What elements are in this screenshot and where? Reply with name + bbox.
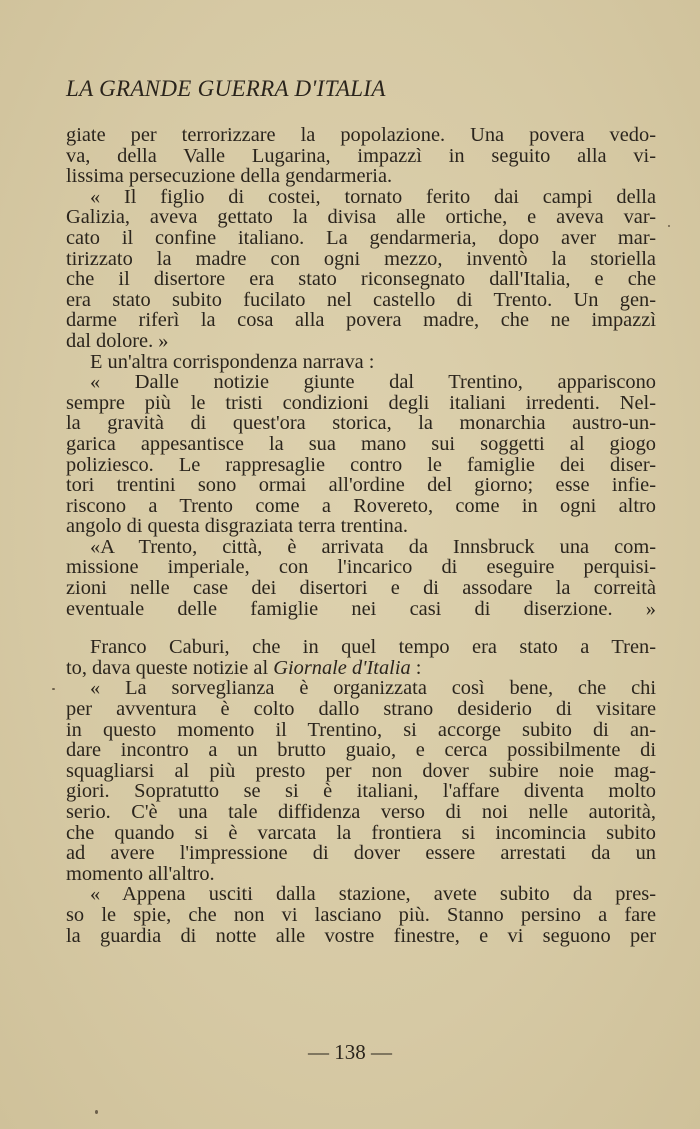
text-run: : (410, 656, 422, 679)
section-gap (66, 619, 656, 637)
paper-speck (52, 688, 55, 690)
text-line: Franco Caburi, che in quel tempo era stato a Tren- (90, 636, 656, 659)
body-text (66, 125, 656, 946)
text-line: dare incontro a un brutto guaio, e cerca possibilmente di (66, 739, 656, 762)
text-line: eventuale delle famiglie nei casi di diserzione. » (66, 597, 656, 620)
text-line: Galizia, aveva gettato la divisa alle ortiche, e aveva var- (66, 206, 656, 229)
text-run: to, dava queste notizie al (66, 656, 274, 679)
text-line: serio. C'è una tale diffidenza verso di noi nelle autorità, (66, 801, 656, 823)
text-line: zioni nelle case dei disertori e di assodare la correità (66, 577, 656, 600)
paper-speck (95, 1110, 98, 1114)
text-line: garica appesantisce la sua mano sui soggetti al giogo (66, 432, 656, 455)
text-line: missione imperiale, con l'incarico di eseguire perquisi- (66, 556, 656, 579)
text-line: la gravità di quest'ora storica, la monarchia austro-un- (66, 412, 656, 435)
text-line: che il disertore era stato riconsegnato dall'Italia, e che (66, 268, 656, 291)
text-line: sempre più le tristi condizioni degli italiani irredenti. Nel- (66, 391, 656, 414)
paragraph (66, 352, 656, 373)
text-line: cato il confine italiano. La gendarmeria, dopo aver mar- (66, 226, 656, 249)
paragraph (66, 372, 656, 537)
text-line: lissima persecuzione della gendarmeria. (66, 165, 393, 188)
text-line: in questo momento il Trentino, si accorge subito di an- (66, 718, 656, 741)
text-line: era stato subito fucilato nel castello di Trento. Un gen- (66, 288, 656, 311)
text-line: poliziesco. Le rappresaglie contro le famiglie dei diser- (66, 453, 656, 476)
text-line: « Il figlio di costei, tornato ferito dai campi della (90, 185, 656, 208)
text-line: va, della Valle Lugarina, impazzì in seguito alla vi- (66, 144, 656, 167)
text-line: «A Trento, città, è arrivata da Innsbruck una com- (90, 535, 656, 558)
paragraph (66, 678, 656, 884)
text-line: so le spie, che non vi lasciano più. Stanno persino a fare (66, 903, 656, 926)
text-line: che quando si è varcata la frontiera si incomincia subito (66, 821, 656, 844)
paragraph (66, 125, 656, 187)
page-number: — 138 — (308, 1040, 392, 1064)
text-line: riscono a Trento come a Rovereto, come in ogni altro (66, 494, 656, 517)
text-line: dal dolore. » (66, 329, 169, 352)
text-line: per avventura è colto dallo strano desiderio di visitare (66, 698, 656, 721)
paragraph (66, 884, 656, 946)
text-line: giori. Sopratutto se si è italiani, l'affare diventa molto (66, 780, 656, 803)
text-line: tori trentini sono ormai all'ordine del giorno; esse infie- (66, 474, 656, 497)
paragraph (66, 187, 656, 352)
text-line: la guardia di notte alle vostre finestre, e vi seguono per (66, 924, 656, 947)
paper-speck (668, 225, 670, 227)
text-line (66, 658, 656, 679)
text-line: squagliarsi al più presto per non dover subire noie mag- (66, 759, 656, 782)
text-line: momento all'altro. (66, 862, 215, 885)
text-line: angolo di questa disgraziata terra trentina. (66, 515, 408, 538)
paragraph (66, 537, 656, 619)
text-line: ad avere l'impressione di dover essere arrestati da un (66, 842, 656, 865)
text-line: darme riferì la cosa alla povera madre, che ne impazzì (66, 309, 656, 332)
running-head: LA GRANDE GUERRA D'ITALIA (66, 76, 386, 101)
text-line: « Appena usciti dalla stazione, avete subito da pres- (90, 883, 656, 906)
paragraph (66, 637, 656, 678)
newspaper-title: Giornale d'Italia (273, 656, 411, 679)
text-line: E un'altra corrispondenza narrava : (90, 350, 375, 373)
text-line: giate per terrorizzare la popolazione. Una povera vedo- (66, 124, 656, 146)
text-line: « La sorveglianza è organizzata così bene, che chi (90, 677, 656, 700)
text-line: tirizzato la madre con ogni mezzo, inventò la storiella (66, 247, 656, 270)
text-line: « Dalle notizie giunte dal Trentino, appariscono (90, 371, 656, 394)
